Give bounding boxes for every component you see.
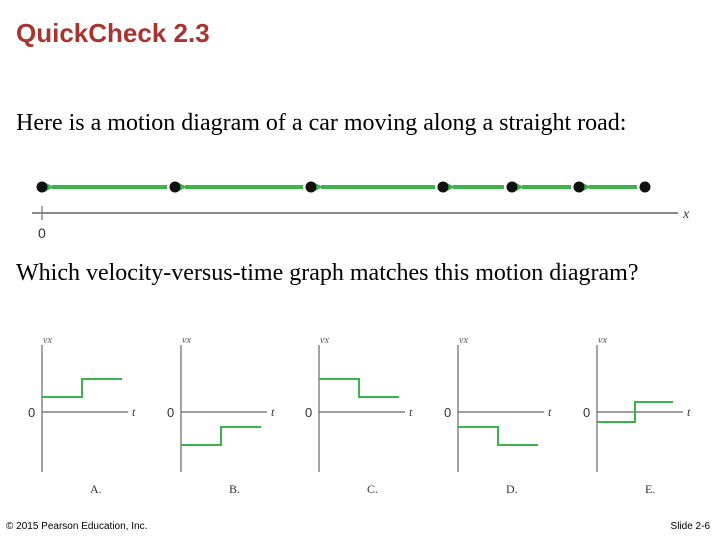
car-position-dot bbox=[37, 182, 48, 193]
car-position-dot bbox=[438, 182, 449, 193]
x-axis-label: x bbox=[683, 207, 690, 222]
graph-origin-label: 0 bbox=[28, 405, 36, 420]
car-position-dot bbox=[306, 182, 317, 193]
graph-option-label: E. bbox=[645, 482, 656, 496]
footer-slide-number: Slide 2-6 bbox=[670, 521, 710, 532]
velocity-graph-line bbox=[181, 427, 261, 445]
answer-graphs bbox=[28, 335, 691, 496]
car-position-dot bbox=[574, 182, 585, 193]
motion-diagram bbox=[32, 182, 690, 242]
graph-origin-label: 0 bbox=[583, 405, 591, 420]
origin-label: 0 bbox=[38, 225, 46, 241]
graph-xlabel: t bbox=[409, 405, 413, 419]
car-position-dot bbox=[170, 182, 181, 193]
graph-option-label: C. bbox=[367, 482, 379, 496]
velocity-graph-line bbox=[319, 379, 399, 397]
graph-ylabel: vx bbox=[320, 335, 329, 346]
answer-graph-b[interactable] bbox=[167, 335, 275, 496]
slide-title: QuickCheck 2.3 bbox=[16, 18, 210, 48]
graph-xlabel: t bbox=[687, 405, 691, 419]
graph-xlabel: t bbox=[548, 405, 552, 419]
graph-ylabel: vx bbox=[598, 335, 607, 346]
answer-graph-a[interactable] bbox=[28, 335, 136, 496]
graph-option-label: A. bbox=[90, 482, 102, 496]
graph-option-label: D. bbox=[506, 482, 518, 496]
velocity-graph-line bbox=[42, 379, 122, 397]
graph-xlabel: t bbox=[271, 405, 275, 419]
graph-xlabel: t bbox=[132, 405, 136, 419]
graph-ylabel: vx bbox=[43, 335, 52, 346]
answer-graph-e[interactable] bbox=[583, 335, 691, 496]
question-intro: Here is a motion diagram of a car moving along a straight road: bbox=[16, 110, 627, 136]
graph-ylabel: vx bbox=[182, 335, 191, 346]
answer-graph-c[interactable] bbox=[305, 335, 413, 496]
graph-origin-label: 0 bbox=[444, 405, 452, 420]
graph-option-label: B. bbox=[229, 482, 241, 496]
graph-ylabel: vx bbox=[459, 335, 468, 346]
velocity-graph-line bbox=[458, 427, 538, 445]
answer-graph-d[interactable] bbox=[444, 335, 552, 496]
graph-origin-label: 0 bbox=[167, 405, 175, 420]
question-prompt: Which velocity-versus-time graph matches this motion diagram? bbox=[16, 260, 639, 286]
footer-copyright: © 2015 Pearson Education, Inc. bbox=[6, 521, 148, 532]
car-position-dot bbox=[640, 182, 651, 193]
graph-origin-label: 0 bbox=[305, 405, 313, 420]
car-position-dot bbox=[507, 182, 518, 193]
